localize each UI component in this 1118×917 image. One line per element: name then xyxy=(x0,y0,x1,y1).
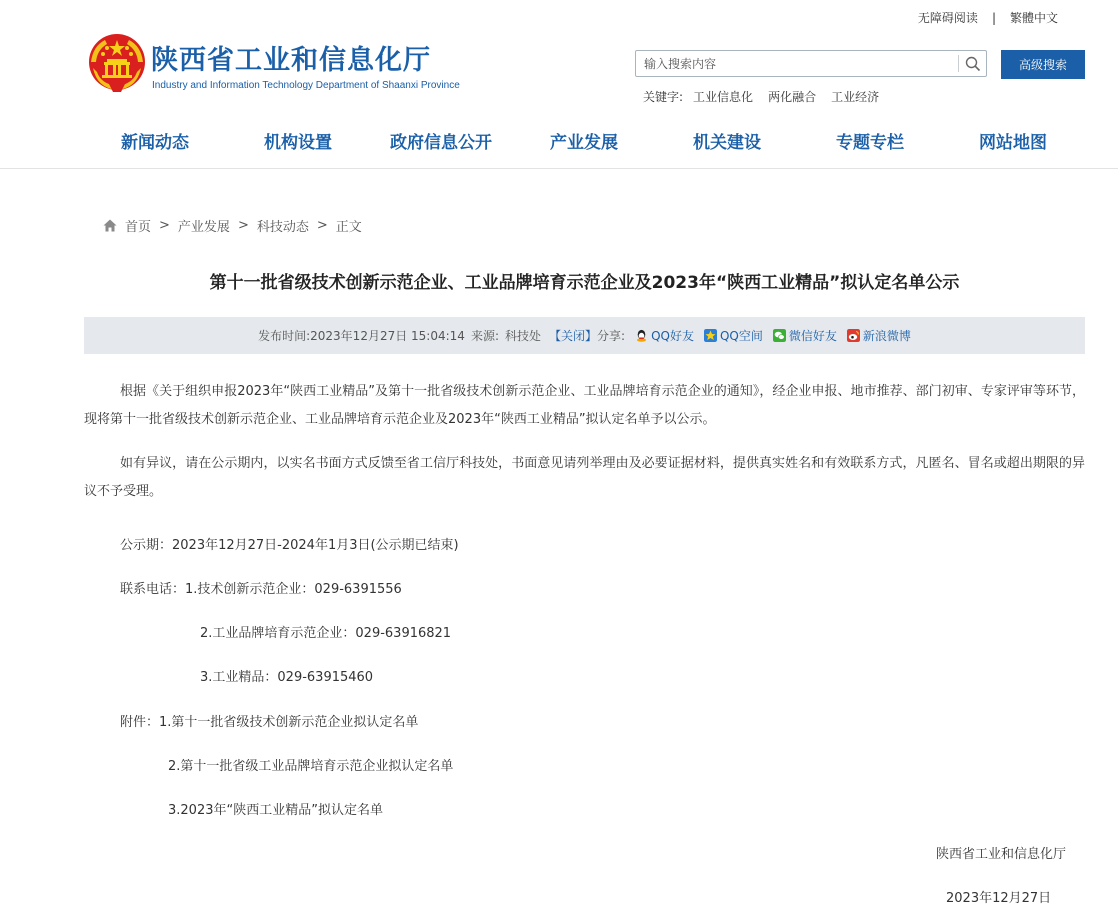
article-body xyxy=(84,378,1085,506)
nav-item-organization[interactable]: 机构设置 xyxy=(264,133,332,153)
share-wechat[interactable] xyxy=(773,327,837,344)
share-qzone[interactable] xyxy=(704,327,763,344)
weibo-icon xyxy=(847,329,860,342)
main-nav xyxy=(84,128,1084,160)
site-subtitle: Industry and Information Technology Department of Shaanxi Province xyxy=(152,80,460,91)
nav-item-special-topics[interactable]: 专题专栏 xyxy=(836,133,904,153)
search-icon[interactable] xyxy=(965,56,981,72)
breadcrumb-separator: > xyxy=(316,218,328,233)
nav-item-news[interactable]: 新闻动态 xyxy=(121,133,189,153)
qzone-icon xyxy=(704,329,717,342)
keyword-link[interactable]: 工业经济 xyxy=(831,90,880,104)
site-title[interactable]: 陕西省工业和信息化厅 xyxy=(151,45,431,76)
publish-time-label: 发布时间: xyxy=(258,329,311,343)
nav-item-industry[interactable]: 产业发展 xyxy=(550,133,618,153)
share-qq-friend-label: QQ好友 xyxy=(651,329,694,343)
publish-time: 2023年12月27日 15:04:14 xyxy=(310,329,465,343)
accessibility-link[interactable]: 无障碍阅读 xyxy=(917,11,978,25)
keywords-label: 关键字: xyxy=(643,90,684,104)
share-weibo[interactable] xyxy=(847,327,911,344)
advanced-search-button[interactable]: 高级搜索 xyxy=(1001,50,1085,79)
contact-line: 联系电话：1.技术创新示范企业：029-6391556 xyxy=(120,582,402,597)
search-divider xyxy=(958,55,959,72)
contact-line: 2.工业品牌培育示范企业：029-63916821 xyxy=(200,626,452,641)
attachment-link[interactable]: 附件：1.第十一批省级技术创新示范企业拟认定名单 xyxy=(120,715,419,730)
breadcrumb-industry[interactable]: 产业发展 xyxy=(177,220,230,235)
close-link[interactable]: 【关闭】 xyxy=(549,329,598,343)
share-qzone-label: QQ空间 xyxy=(719,329,763,343)
breadcrumb-separator: > xyxy=(159,218,170,233)
keywords-bar xyxy=(643,88,894,105)
breadcrumb-tech-news[interactable]: 科技动态 xyxy=(256,220,309,235)
article-meta-bar xyxy=(84,317,1085,354)
article-paragraph: 如有异议，请在公示期内，以实名书面方式反馈至省工信厅科技处，书面意见请列举理由及必要证据材料，提供真实姓名和有效联系方式，凡匿名、冒名或超出期限的异议不予受理。 xyxy=(84,456,1085,499)
attachment-link[interactable]: 2.第十一批省级工业品牌培育示范企业拟认定名单 xyxy=(168,759,454,774)
nav-item-gov-info[interactable]: 政府信息公开 xyxy=(390,133,492,153)
traditional-chinese-link[interactable]: 繁體中文 xyxy=(1009,11,1058,25)
share-wechat-label: 微信好友 xyxy=(788,329,837,343)
qq-friend-icon xyxy=(635,329,648,342)
contact-line: 3.工业精品：029-63915460 xyxy=(200,670,374,685)
share-qq-friend[interactable] xyxy=(635,327,694,344)
article-title: 第十一批省级技术创新示范企业、工业品牌培育示范企业及2023年“陕西工业精品”拟认定名单公示 xyxy=(209,273,960,293)
breadcrumb-separator: > xyxy=(237,218,249,233)
keyword-link[interactable]: 工业信息化 xyxy=(693,90,754,104)
breadcrumb-home[interactable]: 首页 xyxy=(125,220,152,235)
national-emblem-icon[interactable] xyxy=(87,32,147,94)
nav-item-sitemap[interactable]: 网站地图 xyxy=(979,133,1047,153)
home-icon xyxy=(103,219,117,232)
signature-date: 2023年12月27日 xyxy=(946,891,1052,906)
attachment-link[interactable]: 3.2023年“陕西工业精品”拟认定名单 xyxy=(168,803,383,818)
share-weibo-label: 新浪微博 xyxy=(862,329,911,343)
keyword-link[interactable]: 两化融合 xyxy=(768,90,817,104)
breadcrumb xyxy=(103,216,362,235)
source-label: 来源: xyxy=(470,329,499,343)
top-links-separator: | xyxy=(991,10,996,25)
breadcrumb-current: 正文 xyxy=(335,220,362,235)
notice-period: 公示期：2023年12月27日-2024年1月3日(公示期已结束) xyxy=(120,538,459,553)
source: 科技处 xyxy=(504,329,541,343)
article-paragraph: 根据《关于组织申报2023年“陕西工业精品”及第十一批省级技术创新示范企业、工业品牌培育示范企业的通知》，经企业申报、地市推荐、部门初审、专家评审等环节，现将第十一批省级技术创新示范企业、工业品牌培育示范企业及2023年“陕西工业精品”拟认定名单予以公示。 xyxy=(84,384,1085,427)
search-input[interactable] xyxy=(644,54,954,73)
top-links xyxy=(918,9,1058,26)
share-label: 分享: xyxy=(597,329,626,343)
search-box xyxy=(635,50,987,77)
site-header xyxy=(0,0,1118,169)
nav-item-party-building[interactable]: 机关建设 xyxy=(693,133,761,153)
signature-org: 陕西省工业和信息化厅 xyxy=(936,847,1067,862)
wechat-icon xyxy=(773,329,786,342)
